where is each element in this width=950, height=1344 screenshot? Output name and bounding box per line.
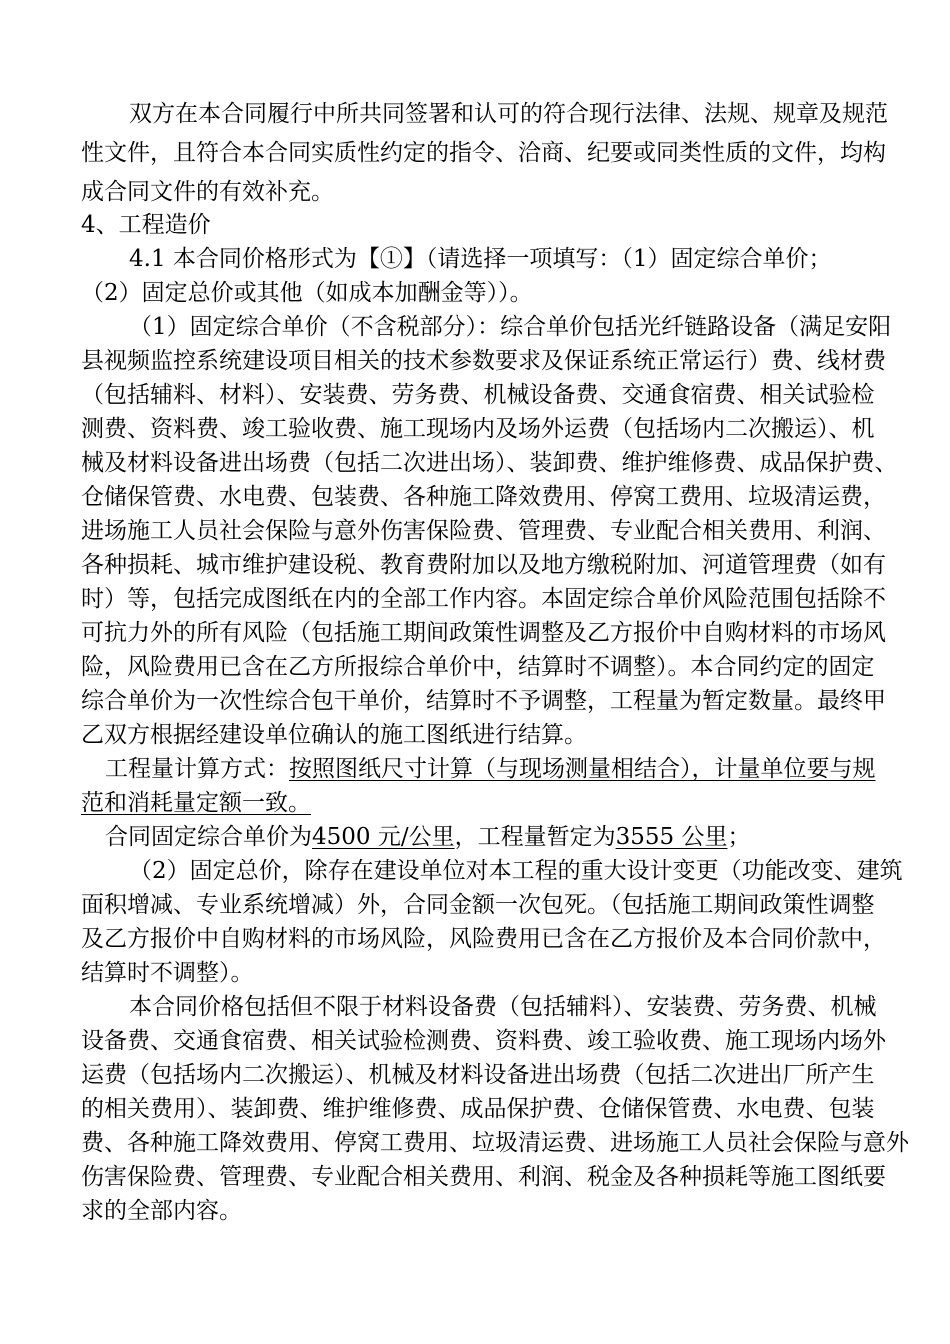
paragraph-line: 的相关费用）、装卸费、维护维修费、成品保护费、仓储保管费、水电费、包装: [81, 1096, 875, 1122]
price-suffix: ；: [727, 824, 751, 850]
paragraph-line: 运费（包括场内二次搬运）、机械及材料设备进出场费（包括二次进出厂所产生: [81, 1062, 875, 1088]
price-line: [105, 824, 750, 850]
paragraph-line: 械及材料设备进出场费（包括二次进出场）、装卸费、维护维修费、成品保护费、: [81, 450, 898, 476]
price-middle: ，工程量暂定为: [454, 824, 616, 850]
paragraph-line: 县视频监控系统建设项目相关的技术参数要求及保证系统正常运行）费、线材费: [81, 348, 886, 374]
price-prefix: 合同固定综合单价为: [105, 824, 312, 850]
paragraph-line: 结算时不调整）。: [81, 960, 254, 986]
paragraph-line: （1）固定综合单价（不含税部分）：综合单价包括光纤链路设备（满足安阳: [129, 314, 892, 340]
paragraph-line: 成合同文件的有效补充。: [81, 179, 334, 205]
paragraph-line: 进场施工人员社会保险与意外伤害保险费、管理费、专业配合相关费用、利润、: [81, 518, 886, 544]
paragraph-line: 求的全部内容。: [81, 1198, 242, 1224]
paragraph-line: 4.1 本合同价格形式为【①】（请选择一项填写：（1）固定综合单价；: [129, 246, 832, 272]
measure-value-continued: 范和消耗量定额一致。: [81, 790, 311, 816]
paragraph-line: 费、各种施工降效费用、停窝工费用、垃圾清运费、进场施工人员社会保险与意外: [81, 1130, 909, 1156]
measure-label: 工程量计算方式：: [105, 756, 289, 782]
measure-value: 按照图纸尺寸计算（与现场测量相结合），计量单位要与规: [289, 756, 876, 782]
paragraph-line: 各种损耗、城市维护建设税、教育费附加以及地方缴税附加、河道管理费（如有: [81, 552, 886, 578]
paragraph-line: （2）固定总价或其他（如成本加酬金等））。: [81, 280, 533, 306]
paragraph-line: 险，风险费用已含在乙方所报综合单价中，结算时不调整）。本合同约定的固定: [81, 654, 875, 680]
paragraph-line: 仓储保管费、水电费、包装费、各种施工降效费用、停窝工费用、垃圾清运费，: [81, 484, 886, 510]
measure-line: [105, 756, 876, 782]
unit-price-value: 4500 元/公里: [312, 824, 455, 850]
measure-line: [81, 790, 311, 816]
paragraph-line: 本合同价格包括但不限于材料设备费（包括辅料）、安装费、劳务费、机械: [129, 994, 877, 1020]
paragraph-line: 及乙方报价中自购材料的市场风险，风险费用已含在乙方报价及本合同价款中，: [81, 926, 886, 952]
paragraph-line: 性文件，且符合本合同实质性约定的指令、洽商、纪要或同类性质的文件，均构: [81, 140, 886, 166]
paragraph-line: 可抗力外的所有风险（包括施工期间政策性调整及乙方报价中自购材料的市场风: [81, 620, 886, 646]
paragraph-line: 综合单价为一次性综合包干单价，结算时不予调整，工程量为暂定数量。最终甲: [81, 688, 886, 714]
paragraph-line: 伤害保险费、管理费、专业配合相关费用、利润、税金及各种损耗等施工图纸要: [81, 1164, 886, 1190]
paragraph-line: 双方在本合同履行中所共同签署和认可的符合现行法律、法规、规章及规范: [129, 101, 888, 127]
paragraph-line: 测费、资料费、竣工验收费、施工现场内及场外运费（包括场内二次搬运）、机: [81, 416, 875, 442]
paragraph-line: 设备费、交通食宿费、相关试验检测费、资料费、竣工验收费、施工现场内场外: [81, 1028, 886, 1054]
paragraph-line: 面积增减、专业系统增减）外，合同金额一次包死。（包括施工期间政策性调整: [81, 892, 875, 918]
section-heading: 4、工程造价: [81, 212, 211, 238]
quantity-value: 3555 公里: [615, 824, 728, 850]
paragraph-line: （2）固定总价，除存在建设单位对本工程的重大设计变更（功能改变、建筑: [129, 858, 903, 884]
paragraph-line: 时）等，包括完成图纸在内的全部工作内容。本固定综合单价风险范围包括除不: [81, 586, 886, 612]
paragraph-line: （包括辅料、材料）、安装费、劳务费、机械设备费、交通食宿费、相关试验检: [81, 382, 875, 408]
paragraph-line: 乙双方根据经建设单位确认的施工图纸进行结算。: [81, 722, 587, 748]
